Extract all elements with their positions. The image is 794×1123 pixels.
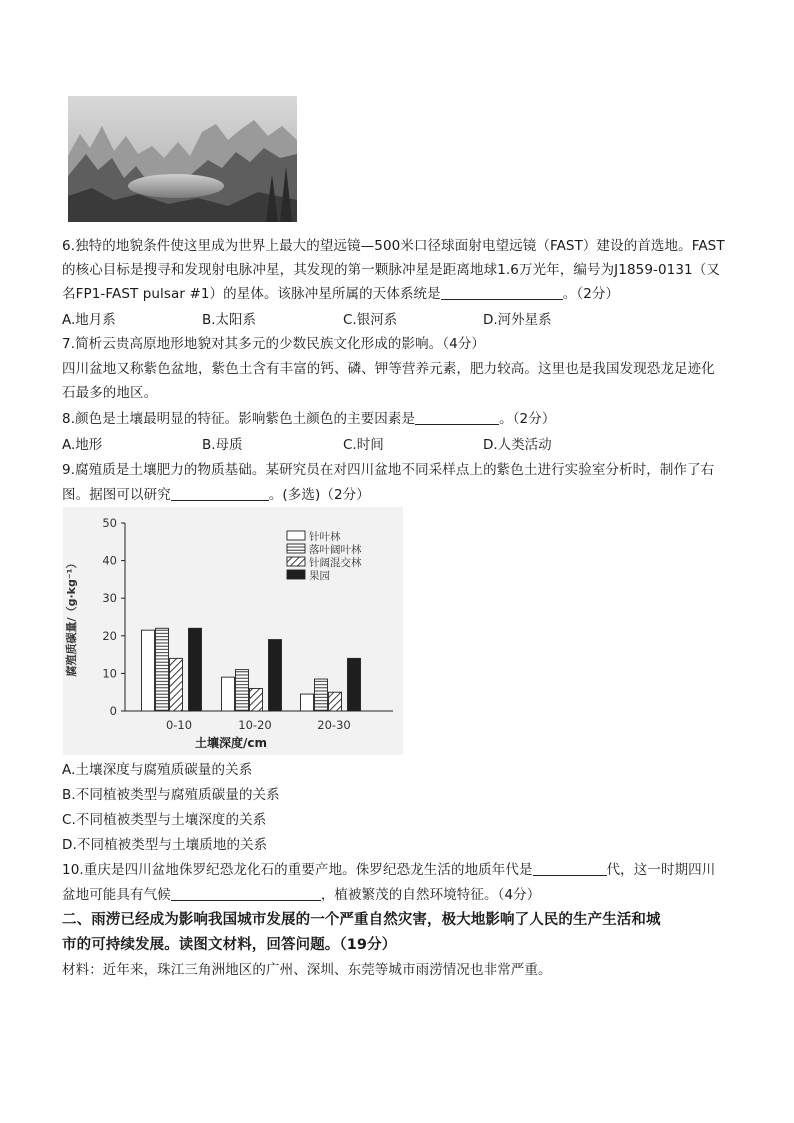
q10-text-line2-start: 盆地可能具有气候 <box>62 887 171 903</box>
bar <box>189 628 202 711</box>
section2-material: 材料：近年来，珠江三角洲地区的广州、深圳、东莞等城市雨涝情况也非常严重。 <box>62 962 552 978</box>
bar <box>170 658 183 711</box>
q8-option-c[interactable]: C.时间 <box>343 437 384 453</box>
section2-heading-line1: 二、雨涝已经成为影响我国城市发展的一个严重自然灾害，极大地影响了人民的生产生活和城 <box>62 912 661 928</box>
bar <box>315 679 328 711</box>
q6-text-line3-end: 。（2分） <box>562 286 620 302</box>
bar <box>142 630 155 711</box>
q6-option-d[interactable]: D.河外星系 <box>483 312 552 328</box>
q9-answer-blank[interactable] <box>171 486 269 501</box>
q8-option-d[interactable]: D.人类活动 <box>483 437 552 453</box>
material-text-line2: 石最多的地区。 <box>62 385 158 401</box>
q6-option-c[interactable]: C.银河系 <box>343 312 398 328</box>
q9-option-c[interactable]: C.不同植被类型与土壤深度的关系 <box>62 812 267 828</box>
karst-landscape-photo <box>68 96 297 222</box>
legend-swatch <box>287 544 305 553</box>
humus-carbon-bar-chart <box>63 507 403 755</box>
q9-option-d[interactable]: D.不同植被类型与土壤质地的关系 <box>62 837 268 853</box>
legend-swatch <box>287 557 305 566</box>
q6-option-b[interactable]: B.太阳系 <box>202 312 257 328</box>
q6-text-line3 <box>62 284 619 304</box>
legend-swatch <box>287 570 305 579</box>
x-tick-label: 20-30 <box>317 718 351 732</box>
bar <box>269 640 282 711</box>
q6-option-a[interactable]: A.地月系 <box>62 312 116 328</box>
q9-text-line1: 9.腐殖质是土壤肥力的物质基础。某研究员在对四川盆地不同采样点上的紫色土进行实验室分析时，制作了右 <box>62 462 715 478</box>
q9-text-line2-start: 图。据图可以研究 <box>62 487 171 503</box>
y-tick-label: 20 <box>102 628 117 643</box>
q9-option-b[interactable]: B.不同植被类型与腐殖质碳量的关系 <box>62 787 280 803</box>
y-tick-label: 50 <box>102 516 117 530</box>
q8-text-start: 8.颜色是土壤最明显的特征。影响紫色土颜色的主要因素是 <box>62 411 416 427</box>
q8-option-b[interactable]: B.母质 <box>202 437 243 453</box>
x-tick-label: 10-20 <box>238 718 272 732</box>
section2-heading-line2: 市的可持续发展。读图文材料，回答问题。（19分） <box>62 937 397 953</box>
bar <box>301 694 314 711</box>
legend-label: 落叶阔叶林 <box>309 544 362 556</box>
q10-climate-blank[interactable] <box>171 886 321 901</box>
y-tick-label: 10 <box>102 666 117 681</box>
q9-text-line2 <box>62 485 370 505</box>
q9-text-line2-end: 。(多选)（2分） <box>268 487 370 503</box>
legend-label: 针阔混交林 <box>309 557 362 569</box>
material-text-line1: 四川盆地又称紫色盆地，紫色土含有丰富的钙、磷、钾等营养元素，肥力较高。这里也是我国发现恐龙足迹化 <box>62 361 715 377</box>
q6-text-line2: 的核心目标是搜寻和发现射电脉冲星，其发现的第一颗脉冲星是距离地球1.6万光年，编号为J1859-0131（又 <box>62 262 720 278</box>
legend-label: 针叶林 <box>309 531 341 543</box>
q8-answer-blank[interactable] <box>415 410 499 425</box>
q8-text <box>62 409 555 429</box>
bar <box>236 670 249 711</box>
q6-text-line1: 6.独特的地貌条件使这里成为世界上最大的望远镜—500米口径球面射电望远镜（FAST）建设的首选地。FAST <box>62 238 725 254</box>
q8-text-end: 。（2分） <box>499 411 556 427</box>
bar <box>222 677 235 711</box>
q10-text-line1 <box>62 860 715 880</box>
q8-option-a[interactable]: A.地形 <box>62 437 103 453</box>
bar <box>250 688 263 711</box>
q10-text-line2 <box>62 885 540 905</box>
q10-text-line1-start: 10.重庆是四川盆地侏罗纪恐龙化石的重要产地。侏罗纪恐龙生活的地质年代是 <box>62 862 533 878</box>
y-tick-label: 40 <box>102 553 117 568</box>
y-tick-label: 0 <box>109 704 117 718</box>
q6-text-line3-start: 名FP1-FAST pulsar #1）的星体。该脉冲星所属的天体系统是 <box>62 286 441 302</box>
q10-text-line1-end: 代，这一时期四川 <box>606 862 716 878</box>
bar <box>156 628 169 711</box>
legend-swatch <box>287 531 305 540</box>
y-axis-label: 腐殖质碳量/（g·kg⁻¹） <box>65 557 78 677</box>
q6-answer-blank[interactable] <box>441 285 563 300</box>
q10-text-line2-end: ，植被繁茂的自然环境特征。（4分） <box>320 887 541 903</box>
q7-text: 7.简析云贵高原地形地貌对其多元的少数民族文化形成的影响。（4分） <box>62 336 486 352</box>
x-axis-label: 土壤深度/cm <box>194 736 268 750</box>
q10-era-blank[interactable] <box>533 861 607 876</box>
y-tick-label: 30 <box>102 591 117 606</box>
bar <box>329 692 342 711</box>
x-tick-label: 0-10 <box>165 718 193 732</box>
bar <box>348 658 361 711</box>
legend-label: 果园 <box>309 570 330 582</box>
q9-option-a[interactable]: A.土壤深度与腐殖质碳量的关系 <box>62 762 253 778</box>
